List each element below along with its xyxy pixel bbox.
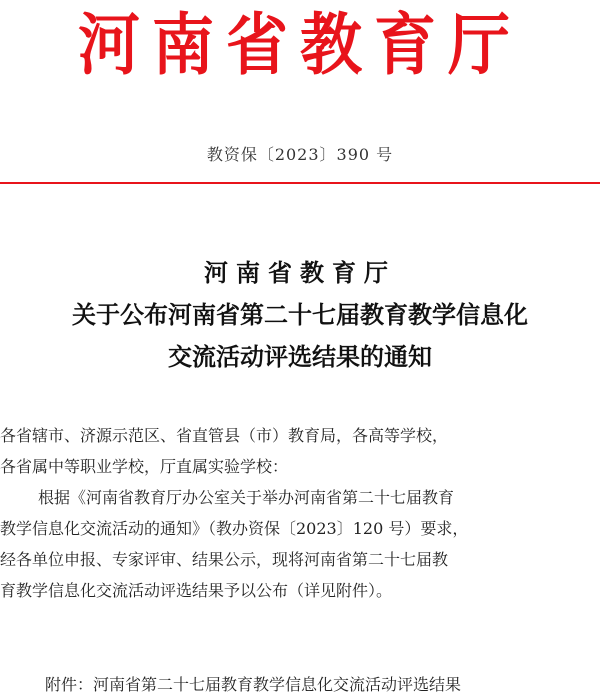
- red-divider-line: [0, 182, 600, 184]
- paragraph-line: 育教学信息化交流活动评选结果予以公布（详见附件）。: [0, 581, 393, 600]
- title-line-subject: 关于公布河南省第二十七届教育教学信息化: [72, 300, 528, 329]
- title-line-subject-end: 交流活动评选结果的通知: [168, 342, 432, 371]
- paragraph-line: 根据《河南省教育厅办公室关于举办河南省第二十七届教育: [38, 488, 455, 507]
- recipients-line: 各省属中等职业学校，厅直属实验学校：: [0, 457, 289, 476]
- attachment-line: 附件：河南省第二十七届教育教学信息化交流活动评选结果: [45, 675, 462, 694]
- paragraph-line: 经各单位申报、专家评审、结果公示，现将河南省第二十七届教: [0, 550, 449, 569]
- paragraph-line: 教学信息化交流活动的通知》（教办资保〔2023〕120 号）要求，: [0, 519, 469, 538]
- recipients-line: 各省辖市、济源示范区、省直管县（市）教育局，各高等学校，: [0, 426, 449, 445]
- masthead-org-name: 河南省教育厅: [77, 5, 522, 85]
- title-line-issuer: 河南省教育厅: [204, 258, 396, 287]
- document-body: [0, 420, 600, 606]
- document-number: 教资保〔2023〕390 号: [206, 145, 394, 164]
- document-title: [0, 252, 600, 378]
